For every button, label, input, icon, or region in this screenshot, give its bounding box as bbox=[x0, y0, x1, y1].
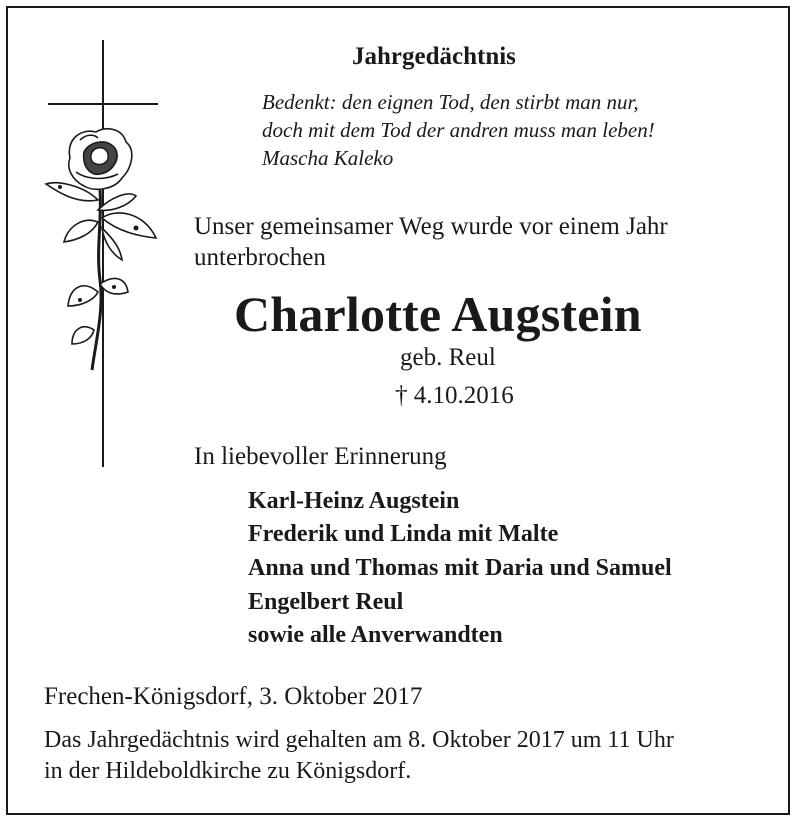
quote-author: Mascha Kaleko bbox=[262, 146, 394, 170]
quote-line-1: Bedenkt: den eignen Tod, den stirbt man nur, bbox=[262, 90, 639, 114]
cross-with-rose-icon bbox=[40, 40, 170, 470]
death-date: † 4.10.2016 bbox=[395, 382, 514, 409]
memory-line: In liebevoller Erinnerung bbox=[194, 443, 447, 470]
quote-line-2: doch mit dem Tod der andren muss man leben! bbox=[262, 118, 655, 142]
service-notice-line-1: Das Jahrgedächtnis wird gehalten am 8. Oktober 2017 um 11 Uhr bbox=[44, 727, 674, 753]
birth-name: geb. Reul bbox=[400, 344, 496, 371]
deceased-name: Charlotte Augstein bbox=[234, 286, 642, 342]
intro-line-2: unterbrochen bbox=[194, 244, 326, 271]
place-date: Frechen-Königsdorf, 3. Oktober 2017 bbox=[44, 683, 423, 710]
intro-line-1: Unser gemeinsamer Weg wurde vor einem Jahr bbox=[194, 213, 668, 240]
family-member: Karl-Heinz Augstein bbox=[248, 488, 460, 514]
family-member: Anna und Thomas mit Daria und Samuel bbox=[248, 555, 672, 581]
family-member: Frederik und Linda mit Malte bbox=[248, 521, 559, 547]
notice-heading: Jahrgedächtnis bbox=[352, 43, 516, 70]
family-member: sowie alle Anverwandten bbox=[248, 622, 503, 648]
service-notice-line-2: in der Hildeboldkirche zu Königsdorf. bbox=[44, 758, 412, 784]
family-member: Engelbert Reul bbox=[248, 589, 404, 615]
